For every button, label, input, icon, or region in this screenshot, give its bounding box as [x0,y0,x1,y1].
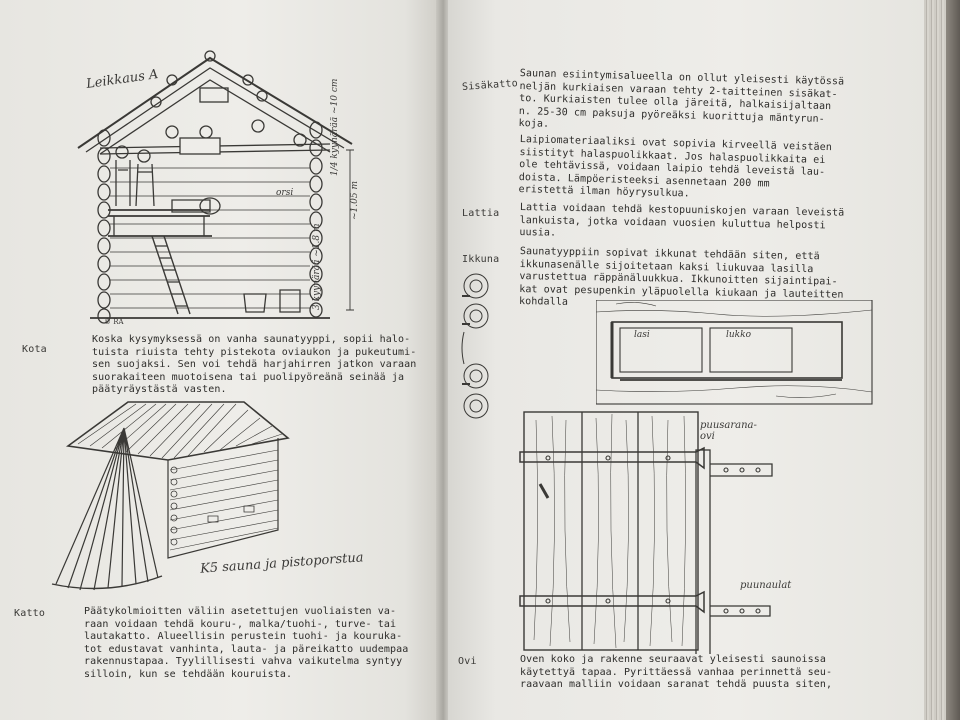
window-label-right: lukko [726,330,752,340]
log-column-drawing [456,272,496,422]
figure1-side-note2: 3 kyynärää ~1.8 m [312,223,322,310]
figure1-caption: Leikkaus A [85,67,160,92]
figure2-caption: K5 sauna ja pistoporstua [199,550,364,577]
figure1-side-note3: ~1.05 m [350,181,360,220]
kota-text: Koska kysymyksessä on vanha saunatyyppi, sopii halo- tuista riuista tehty pistekota oviaukon ja pukeutumi- sen suojaksi. Sen voi tehdä harjahirren jatkon varaan suorakaiteen muotoisena tai puolipyöreänä seinää ja päätyräystästä vasten. [92,334,417,395]
lattia-label: Lattia [462,208,500,219]
log-column-figure [456,272,496,422]
door-label-top: puusarana- ovi [700,420,757,442]
sisakatto-label: Sisäkatto [461,78,519,93]
door-figure [518,410,778,654]
figure1-side-note: 1/4 kyynärää ~10 cm [330,78,340,176]
ikkuna-label: Ikkuna [462,254,500,265]
left-page [0,0,440,720]
book-page-edges [924,0,960,720]
kota-label: Kota [22,344,47,355]
ikkuna-text: Saunatyyppiin sopivat ikkunat tehdään siten, että ikkunasenälle sijoitetaan kaksi liukuvaa lasilla varustettua räppänäluukkua. Ikkunoitten sijaintipai- kat ovat pesupenkin yläpuolella kiukaan ja lauteitten kohdalla [518,246,844,308]
ovi-text: Oven koko ja rakenne seuraavat yleisesti saunoissa käytettyä tapaa. Pyrittäessä vanhaa perinnettä seu- raavaan malliin voidaan saranat tehdä puusta siten, [520,654,833,690]
ovi-label: Ovi [458,656,477,667]
window-label-left: lasi [634,330,650,340]
lattia-text: Lattia voidaan tehdä kestopuuniskojen varaan leveistä lankuista, jotka voidaan vuosien kuluttua helposti uusia. [519,202,845,239]
door-label-bottom: puunaulat [740,580,792,591]
window-figure [596,300,876,406]
figure1-note-small: orsi [276,188,294,198]
laipio-text: Laipiomateriaaliksi ovat sopivia kirveellä veistäen siistityt halaspuolikkaat. Jos halaspuolikkaita ei ole tehtävissä, voidaan laipio tehdä leveistä lau- doista. Lämpöeristeeksi asennetaan 200 mm eristettä ilman höyrysulkua. [518,134,833,200]
katto-text: Päätykolmioitten väliin asetettujen vuoliaisten va- raan voidaan tehdä kouru-, malka/tuohi-, turve- tai lautakatto. Alueellisin perustein tuohi- ja kouruka- tot edustavat vanhinta, lauta- ja päreikatto uudempaa rakennustapaa. Tyylillisesti vahva vaikutelma syntyy silloin, kun se tehdään kouruista. [84,606,409,680]
door-drawing [518,410,778,654]
window-drawing [596,300,876,406]
right-page [448,0,926,720]
figure1-credit: © RA [104,318,124,326]
katto-label: Katto [14,608,46,619]
sisakatto-text: Saunan esiintymisalueella on ollut yleisesti käytössä neljän kurkiaisen varaan tehty 2-taitteinen sisäkat- to. Kurkiaisten tulee olla järeitä, halkaisijaltaan n. 25-30 cm paksuja pyöreäksi kuorittuja mäntyrun- koja. [518,68,845,130]
